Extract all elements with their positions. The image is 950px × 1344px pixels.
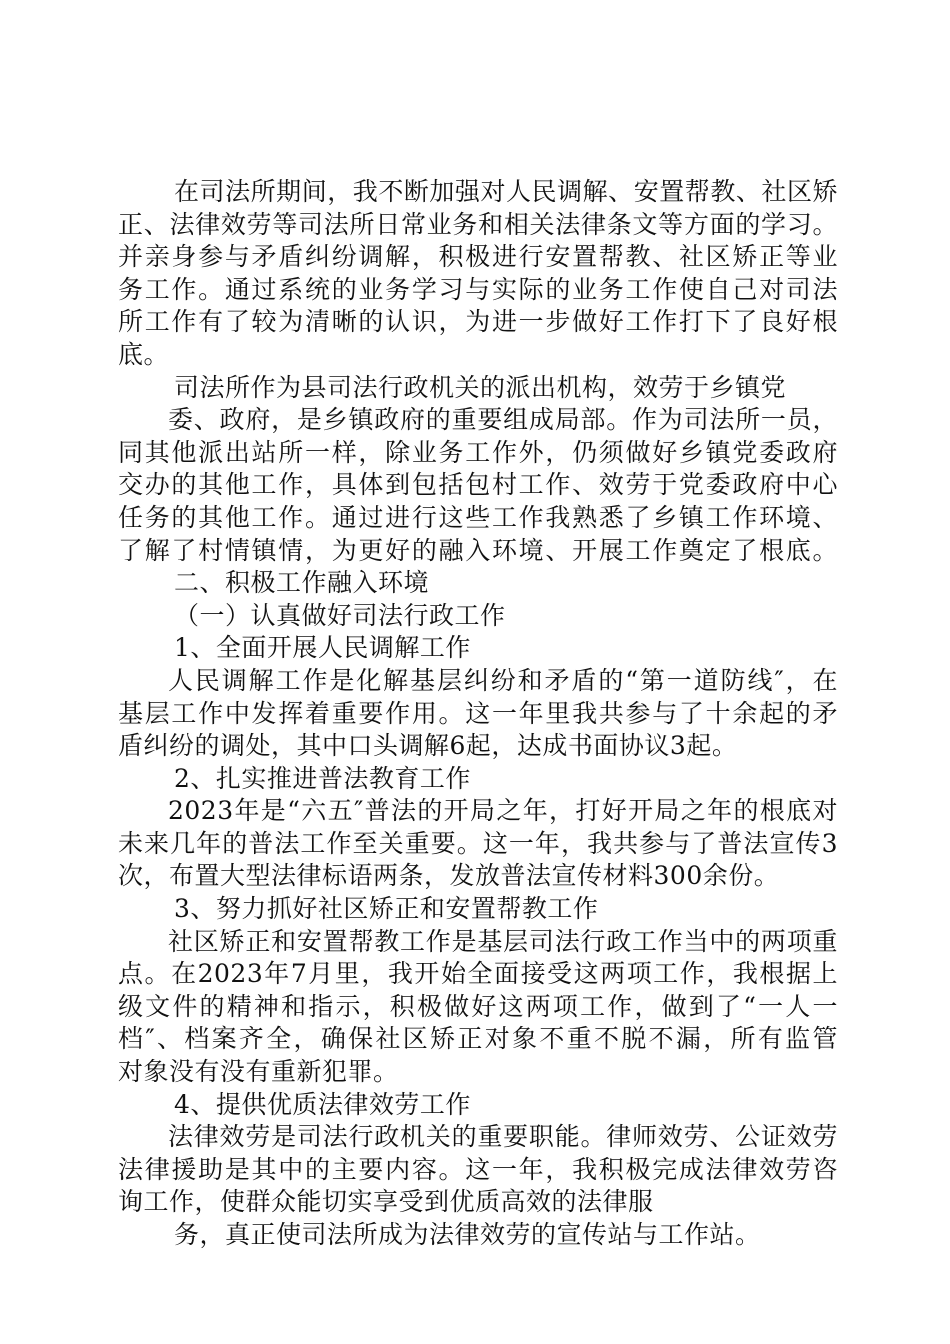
paragraph-line: 法律效劳是司法行政机关的重要职能。律师效劳、公证效劳 (168, 1122, 838, 1152)
section-heading: 二、积极工作融入环境 (174, 568, 430, 598)
paragraph-line: 基层工作中发挥着重要作用。这一年里我共参与了十余起的矛 (118, 698, 838, 728)
paragraph-line: 次，布置大型法律标语两条，发放普法宣传材料300余份。 (118, 861, 780, 891)
paragraph-line: 交办的其他工作，具体到包括包村工作、效劳于党委政府中心 (118, 470, 838, 500)
paragraph-line: 级文件的精神和指示，积极做好这两项工作，做到了“一人一 (118, 991, 838, 1021)
document-body (118, 176, 838, 1252)
paragraph-line: 档″、档案齐全，确保社区矫正对象不重不脱不漏，所有监管 (118, 1024, 838, 1054)
paragraph-line: 法律援助是其中的主要内容。这一年，我积极完成法律效劳咨 (118, 1154, 838, 1184)
item-heading: 1、全面开展人民调解工作 (174, 633, 471, 663)
paragraph-line: 司法所作为县司法行政机关的派出机构，效劳于乡镇党 (174, 372, 787, 402)
paragraph-line: 正、法律效劳等司法所日常业务和相关法律条文等方面的学习。 (118, 209, 838, 239)
paragraph-line: 任务的其他工作。通过进行这些工作我熟悉了乡镇工作环境、 (118, 502, 838, 532)
item-heading: 4、提供优质法律效劳工作 (174, 1089, 471, 1119)
paragraph-line: 务工作。通过系统的业务学习与实际的业务工作使自己对司法 (118, 274, 838, 304)
paragraph-line: 所工作有了较为清晰的认识，为进一步做好工作打下了良好根 (118, 307, 838, 337)
paragraph-line: 了解了村情镇情，为更好的融入环境、开展工作奠定了根底。 (118, 535, 838, 565)
paragraph-line: 同其他派出站所一样，除业务工作外，仍须做好乡镇党委政府 (118, 437, 838, 467)
paragraph-line: 点。在2023年7月里，我开始全面接受这两项工作，我根据上 (118, 959, 838, 989)
paragraph-line: 底。 (118, 339, 170, 369)
paragraph-line: 并亲身参与矛盾纠纷调解，积极进行安置帮教、社区矫正等业 (118, 242, 838, 272)
paragraph-line: 对象没有没有重新犯罪。 (118, 1057, 399, 1087)
paragraph-line: 务，真正使司法所成为法律效劳的宣传站与工作站。 (174, 1220, 761, 1249)
paragraph-line: 2023年是“六五″普法的开局之年，打好开局之年的根底对 (168, 796, 838, 826)
paragraph-line: 未来几年的普法工作至关重要。这一年，我共参与了普法宣传3 (118, 828, 838, 858)
paragraph-line: 委、政府，是乡镇政府的重要组成局部。作为司法所一员， (168, 405, 838, 435)
paragraph-line: 盾纠纷的调处，其中口头调解6起，达成书面协议3起。 (118, 731, 738, 761)
paragraph-line: 在司法所期间，我不断加强对人民调解、安置帮教、社区矫 (174, 177, 838, 206)
item-heading: 3、努力抓好社区矫正和安置帮教工作 (174, 894, 599, 924)
paragraph-line: 社区矫正和安置帮教工作是基层司法行政工作当中的两项重 (168, 926, 838, 956)
subsection-heading: （一）认真做好司法行政工作 (174, 600, 506, 630)
paragraph-line: 询工作，使群众能切实享受到优质高效的法律服 (118, 1187, 654, 1217)
paragraph-line: 人民调解工作是化解基层纠纷和矛盾的“第一道防线″，在 (168, 665, 838, 695)
item-heading: 2、扎实推进普法教育工作 (174, 763, 471, 793)
